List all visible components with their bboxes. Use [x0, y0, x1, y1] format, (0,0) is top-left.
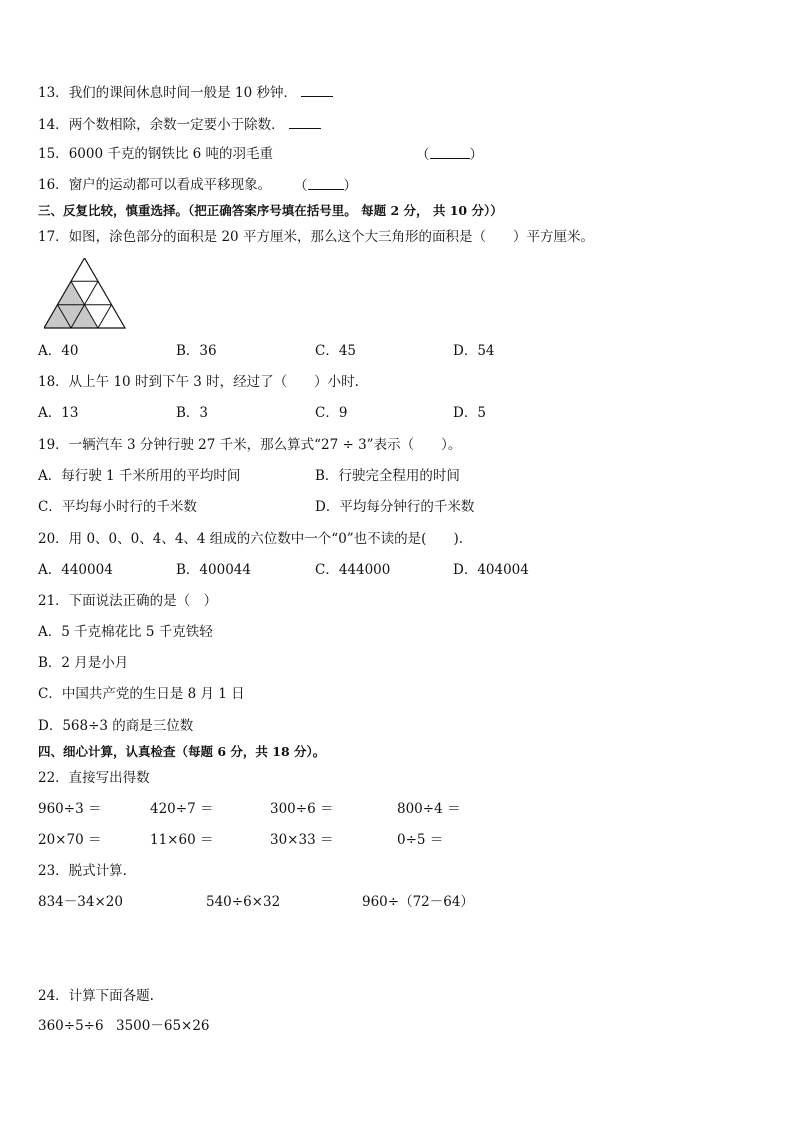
question-18: 18．从上午 10 时到下午 3 时，经过了（ ）小时. [38, 374, 359, 390]
question-text: 两个数相除，余数一定要小于除数． [68, 117, 285, 133]
question-text: 我们的课间休息时间一般是 10 秒钟． [68, 85, 297, 101]
question-text: 6000 千克的钢铁比 6 吨的羽毛重 [68, 146, 274, 162]
question-21: 21．下面说法正确的是（ ） [38, 593, 218, 609]
question-number: 14． [38, 117, 69, 133]
answer-blank[interactable] [289, 116, 321, 129]
step-calc-item[interactable]: 540÷6×32 [206, 894, 281, 910]
calc-item[interactable]: 800÷4 ＝ [397, 801, 461, 817]
q17-option-b[interactable]: B．36 [176, 343, 217, 359]
question-number: 15． [38, 146, 69, 162]
q18-option-c[interactable]: C．9 [315, 405, 348, 421]
q17-option-a[interactable]: A．40 [38, 343, 79, 359]
calc-item[interactable]: 300÷6 ＝ [270, 801, 334, 817]
q21-option-c[interactable]: C．中国共产党的生日是 8 月 1 日 [38, 686, 245, 702]
q18-option-b[interactable]: B．3 [176, 405, 209, 421]
question-number: 13． [38, 85, 69, 101]
step-calc-item[interactable]: 834－34×20 [38, 894, 123, 910]
step-calc-item[interactable]: 960÷（72－64） [362, 894, 474, 910]
answer-paren-16[interactable]: （ ） [294, 178, 357, 194]
answer-blank[interactable] [301, 84, 333, 97]
section-3-heading: 三、反复比较，慎重选择。（把正确答案序号填在括号里。 每题 2 分， 共 10 分）） [38, 203, 503, 218]
answer-paren-15[interactable]: （ ） [416, 147, 483, 163]
answer-blank[interactable] [308, 177, 344, 190]
calc-item[interactable]: 360÷5÷6 [38, 1018, 104, 1034]
question-17: 17．如图，涂色部分的面积是 20 平方厘米，那么这个大三角形的面积是（ ）平方厘米。 [38, 229, 594, 245]
q19-option-b[interactable]: B．行驶完全程用的时间 [315, 468, 460, 484]
section-4-heading: 四、细心计算，认真检查（每题 6 分，共 18 分）。 [38, 744, 326, 759]
q18-option-d[interactable]: D．5 [453, 405, 486, 421]
q17-option-d[interactable]: D．54 [453, 343, 495, 359]
question-13 [38, 84, 333, 101]
q19-option-d[interactable]: D．平均每分钟行的千米数 [315, 499, 475, 515]
question-19: 19．一辆汽车 3 分钟行驶 27 千米，那么算式“27 ÷ 3”表示（ ）。 [38, 437, 462, 453]
calc-item[interactable]: 3500－65×26 [116, 1018, 210, 1034]
q18-option-a[interactable]: A．13 [38, 405, 79, 421]
answer-blank[interactable] [430, 146, 470, 159]
q20-option-d[interactable]: D．404004 [453, 562, 529, 578]
q17-option-c[interactable]: C．45 [315, 343, 357, 359]
calc-item[interactable]: 420÷7 ＝ [150, 801, 214, 817]
question-15 [38, 146, 273, 162]
q20-option-b[interactable]: B．400044 [176, 562, 251, 578]
calc-item[interactable]: 0÷5 ＝ [397, 832, 444, 848]
calc-item[interactable]: 30×33 ＝ [270, 832, 334, 848]
question-23: 23．脱式计算. [38, 863, 127, 879]
calc-item[interactable]: 11×60 ＝ [150, 832, 214, 848]
question-16 [38, 177, 271, 193]
q21-option-b[interactable]: B．2 月是小月 [38, 655, 129, 671]
question-24: 24．计算下面各题. [38, 988, 154, 1004]
question-number: 16． [38, 177, 69, 193]
q21-option-d[interactable]: D．568÷3 的商是三位数 [38, 718, 194, 734]
question-22: 22．直接写出得数 [38, 770, 150, 786]
q20-option-a[interactable]: A．440004 [38, 562, 113, 578]
triangle-figure [44, 258, 128, 330]
shaded-triangle [58, 281, 85, 304]
q19-option-c[interactable]: C．平均每小时行的千米数 [38, 499, 197, 515]
q19-option-a[interactable]: A．每行驶 1 千米所用的平均时间 [38, 468, 241, 484]
calc-item[interactable]: 960÷3 ＝ [38, 801, 102, 817]
calc-item[interactable]: 20×70 ＝ [38, 832, 102, 848]
q20-option-c[interactable]: C．444000 [315, 562, 391, 578]
question-text: 窗户的运动都可以看成平移现象。 [68, 177, 272, 193]
question-20: 20．用 0、0、0、4、4、4 组成的六位数中一个“0”也不读的是( ). [38, 531, 464, 547]
q21-option-a[interactable]: A．5 千克棉花比 5 千克铁轻 [38, 624, 213, 640]
question-14 [38, 116, 321, 133]
